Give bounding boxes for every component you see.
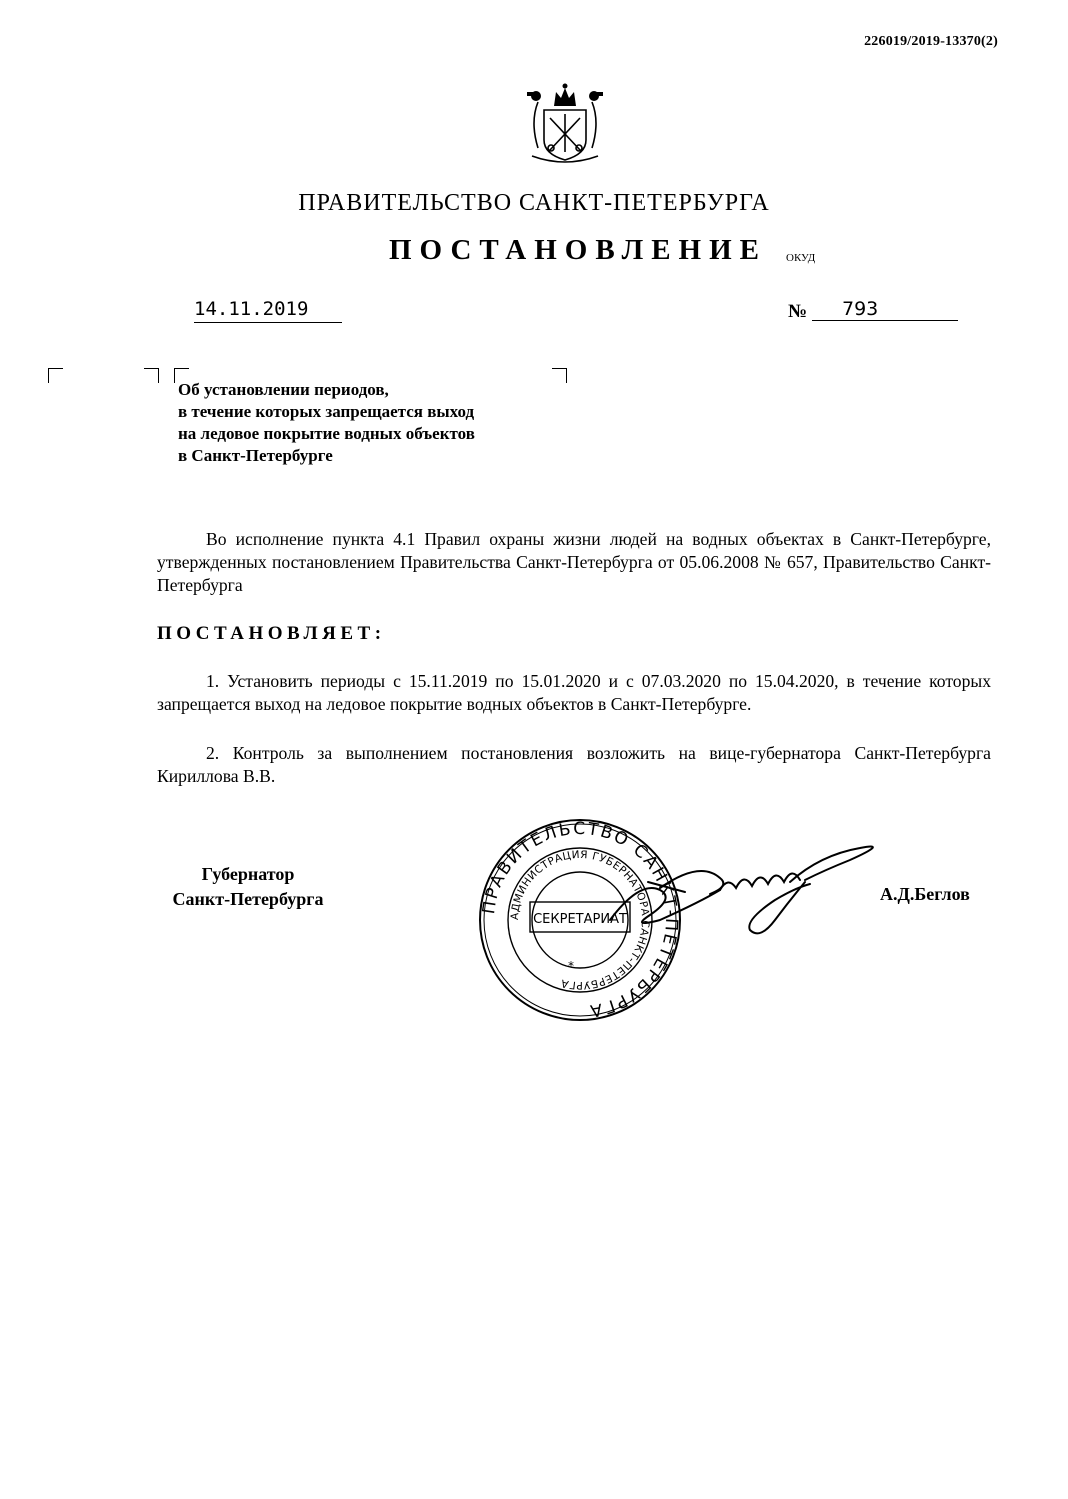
- number-label: №: [788, 301, 808, 322]
- signatory-name: А.Д.Беглов: [880, 884, 970, 904]
- signatory-position-line: Губернатор: [201, 864, 295, 884]
- saint-petersburg-coat-of-arms-icon: [522, 82, 608, 164]
- svg-text:АДМИНИСТРАЦИЯ ГУБЕРНАТОРА САНК: АДМИНИСТРАЦИЯ ГУБЕРНАТОРА САНКТ-ПЕТЕРБУРГА: [508, 848, 652, 992]
- decree-item-2: 2. Контроль за выполнением постановления возложить на вице-губернатора Санкт-Петербурга Кириллова В.В.: [157, 743, 991, 786]
- registration-number: 226019/2019-13370(2): [864, 34, 998, 49]
- margin-corner-mark: [48, 368, 63, 383]
- government-title: ПРАВИТЕЛЬСТВО САНКТ-ПЕТЕРБУРГА: [298, 190, 770, 216]
- document-subject: [178, 379, 475, 467]
- signatory-position: [158, 862, 338, 912]
- document-date-field: [194, 298, 342, 323]
- preamble-paragraph: Во исполнение пункта 4.1 Правил охраны жизни людей на водных объектах в Санкт-Петербурге, утвержденных постановлением Правительства Санкт-Петербурга от 05.06.2008 № 657, Правительство Санкт-Петербурга: [157, 529, 991, 595]
- subject-line: на ледовое покрытие водных объектов: [178, 424, 475, 443]
- okud-label: ОКУД: [786, 252, 816, 264]
- svg-text:ПРАВИТЕЛЬСТВО САНКТ-ПЕТЕРБУРГА: ПРАВИТЕЛЬСТВО САНКТ-ПЕТЕРБУРГА: [479, 818, 682, 1021]
- document-type-heading: ПОСТАНОВЛЕНИЕ: [389, 234, 768, 266]
- document-date: 14.11.2019: [194, 298, 309, 320]
- signatory-position-line: Санкт-Петербурга: [172, 889, 324, 909]
- subject-line: в течение которых запрещается выход: [178, 402, 475, 421]
- document-number-field: [812, 298, 958, 321]
- subject-corner-mark: [552, 368, 567, 383]
- subject-line: в Санкт-Петербурге: [178, 446, 333, 465]
- svg-text:*: *: [568, 959, 574, 973]
- svg-text:СЕКРЕТАРИАТ: СЕКРЕТАРИАТ: [533, 912, 627, 927]
- handwritten-signature: [590, 820, 890, 950]
- decree-item-1: 1. Установить периоды с 15.11.2019 по 15.01.2020 и с 07.03.2020 по 15.04.2020, в течение которых запрещается выход на ледовое покрытие водных объектов в Санкт-Петербурге.: [157, 671, 991, 714]
- margin-corner-mark: [144, 368, 159, 383]
- document-number: 793: [842, 298, 879, 320]
- subject-line: Об установлении периодов,: [178, 380, 389, 399]
- decree-word: ПОСТАНОВЛЯЕТ:: [157, 623, 386, 644]
